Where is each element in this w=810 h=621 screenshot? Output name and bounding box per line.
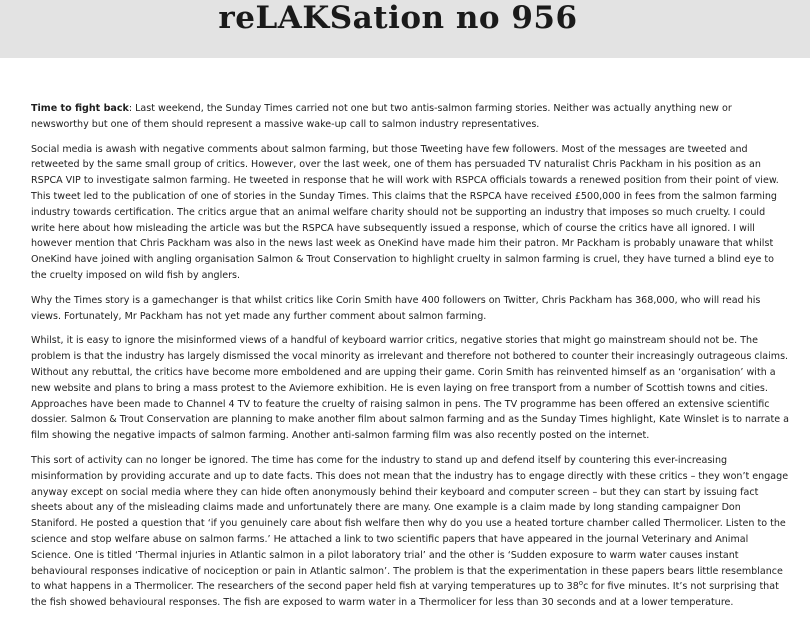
paragraph-3: Why the Times story is a gamechanger is that whilst critics like Corin Smith have 400 followers on Twitter, Chris Packham has 368,000, who will read his views. Fortunately, Mr Packham has not yet made any further comment about salmon farming.: [31, 294, 761, 322]
paragraph-1: [31, 101, 790, 133]
paragraph-5-text-a: This sort of activity can no longer be ignored. The time has come for the industry to stand up and defend itself by countering this ever-increasing misinformation by providing accurate and up to date facts. This does not mean that the industry has to engage directly with these critics – they won’t engage anyway except on social media where they can hide often anonymously behind their keyboard and computer screen – but they can start by issuing fact sheets about any of the misleading claims made and unfortunately there are many. One example is a claim made by long standing campaigner Don Staniford. He posted a question that ‘if you genuinely care about fish welfare then why do you use a heated torture chamber called Thermolicer. Listen to the science and stop welfare abuse on salmon farms.’ He attached a link to two scientific papers that have appeared in the journal Veterinary and Animal Science. One is titled ‘Thermal injuries in Atlantic salmon in a pilot laboratory trial’ and the other is ‘Sudden exposure to warm water causes instant behavioural responses indicative of nociception or pain in Atlantic salmon’. The problem is that the experimentation in these papers bears little resemblance to what happens in a Thermolicer. The researchers of the second paper held fish at varying temperatures up to 38: [31, 454, 789, 593]
degree-superscript: o: [578, 579, 584, 588]
paragraph-1-text: : Last weekend, the Sunday Times carried not one but two antis-salmon farming stories. Neither was actually anything new or newsworthy but one of them should represent a massive wake-up call to salmon industry representatives.: [31, 103, 732, 130]
paragraph-5: [31, 453, 790, 611]
article-body: [31, 101, 790, 620]
paragraph-4: Whilst, it is easy to ignore the misinformed views of a handful of keyboard warrior critics, negative stories that might go mainstream should not be. The problem is that the industry has largely dismissed the vocal minority as irrelevant and therefore not bothered to counter their increasingly outrageous claims. Without any rebuttal, the critics have become more emboldened and are upping their game. Corin Smith has reinvented himself as an ‘organisation’ with a new website and plans to bring a mass protest to the Aviemore exhibition. He is even laying on free transport from a number of Scottish towns and cities. Approaches have been made to Channel 4 TV to feature the cruelty of raising salmon in pens. The TV programme has been offered an extensive scientific dossier. Salmon & Trout Conservation are planning to make another film about salmon farming and as the Sunday Times highlight, Kate Winslet is to narrate a film showing the negative impacts of salmon farming. Another anti-salmon farming film was also recently posted on the internet.: [31, 335, 789, 442]
paragraph-2: Social media is awash with negative comments about salmon farming, but those Tweeting have few followers. Most of the messages are tweeted and retweeted by the same small group of critics. However, over the last week, one of them has persuaded TV naturalist Chris Packham in his position as an RSPCA VIP to investigate salmon farming. He tweeted in response that he will work with RSPCA officials towards a renewed position from their point of view. This tweet led to the publication of one of stories in the Sunday Times. This claims that the RSPCA have received £500,000 in fees from the salmon farming industry towards certification. The critics argue that an animal welfare charity should not be supporting an industry that imposes so much cruelty. I could write here about how misleading the article was but the RSPCA have subsequently issued a response, which of course the critics have all ignored. I will however mention that Chris Packham was also in the news last week as OneKind have made him their patron. Mr Packham is probably unaware that whilst OneKind have joined with angling organisation Salmon & Trout Conservation to highlight cruelty in salmon farming is cruel, they have turned a blind eye to the cruelty imposed on wild fish by anglers.: [31, 143, 779, 281]
header-bar: [0, 0, 810, 58]
paragraph-lead: Time to fight back: [31, 103, 129, 114]
page-title: reLAKSation no 956: [218, 0, 578, 36]
paragraph-5-text-b: c for five minutes. It’s not surprising that the fish showed behavioural responses. The fish are exposed to warm water in a Thermolicer for less than 30 seconds and at a lower temperature.: [31, 581, 779, 609]
